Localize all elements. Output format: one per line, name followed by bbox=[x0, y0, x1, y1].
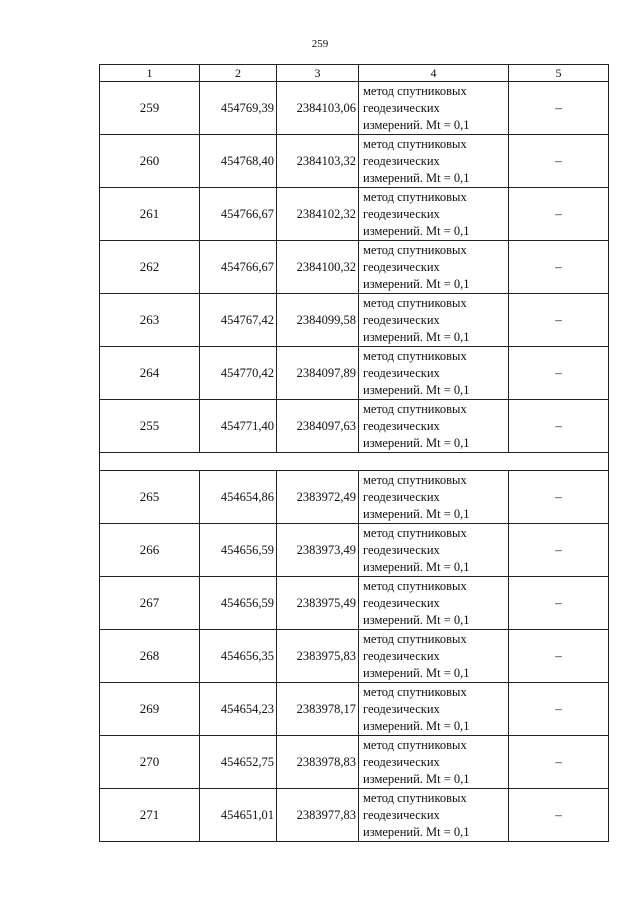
method-text-line: геодезических bbox=[363, 489, 440, 504]
method-text-line: геодезических bbox=[363, 754, 440, 769]
note-cell: – bbox=[509, 400, 609, 453]
method-text-line: измерений. Mt = 0,1 bbox=[363, 665, 470, 680]
method-text-line: геодезических bbox=[363, 259, 440, 274]
method-text-line: измерений. Mt = 0,1 bbox=[363, 170, 470, 185]
note-cell: – bbox=[509, 347, 609, 400]
x-coordinate-cell: 454766,67 bbox=[200, 188, 277, 241]
separator-cell bbox=[100, 453, 609, 471]
point-number-cell: 261 bbox=[100, 188, 200, 241]
method-text-line: геодезических bbox=[363, 595, 440, 610]
method-text-line: геодезических bbox=[363, 807, 440, 822]
note-cell: – bbox=[509, 577, 609, 630]
x-coordinate-cell: 454771,40 bbox=[200, 400, 277, 453]
y-coordinate-cell: 2383972,49 bbox=[277, 471, 359, 524]
point-number-cell: 268 bbox=[100, 630, 200, 683]
note-cell: – bbox=[509, 471, 609, 524]
method-cell bbox=[359, 241, 509, 294]
y-coordinate-cell: 2384100,32 bbox=[277, 241, 359, 294]
method-text-line: измерений. Mt = 0,1 bbox=[363, 771, 470, 786]
x-coordinate-cell: 454766,67 bbox=[200, 241, 277, 294]
x-coordinate-cell: 454768,40 bbox=[200, 135, 277, 188]
method-text-line: измерений. Mt = 0,1 bbox=[363, 559, 470, 574]
method-cell bbox=[359, 188, 509, 241]
x-coordinate-cell: 454652,75 bbox=[200, 736, 277, 789]
header-col-3: 3 bbox=[277, 65, 359, 82]
table-row bbox=[100, 135, 609, 188]
table-row bbox=[100, 683, 609, 736]
y-coordinate-cell: 2383973,49 bbox=[277, 524, 359, 577]
table-row bbox=[100, 630, 609, 683]
method-cell bbox=[359, 789, 509, 842]
table-row bbox=[100, 241, 609, 294]
method-cell bbox=[359, 400, 509, 453]
note-cell: – bbox=[509, 135, 609, 188]
method-text-line: метод спутниковых bbox=[363, 189, 467, 204]
x-coordinate-cell: 454767,42 bbox=[200, 294, 277, 347]
x-coordinate-cell: 454656,35 bbox=[200, 630, 277, 683]
table-row bbox=[100, 294, 609, 347]
table-row bbox=[100, 188, 609, 241]
table-body bbox=[100, 82, 609, 842]
method-text-line: измерений. Mt = 0,1 bbox=[363, 329, 470, 344]
method-text-line: метод спутниковых bbox=[363, 472, 467, 487]
x-coordinate-cell: 454654,23 bbox=[200, 683, 277, 736]
x-coordinate-cell: 454651,01 bbox=[200, 789, 277, 842]
point-number-cell: 259 bbox=[100, 82, 200, 135]
table-row bbox=[100, 577, 609, 630]
y-coordinate-cell: 2383977,83 bbox=[277, 789, 359, 842]
method-text-line: геодезических bbox=[363, 418, 440, 433]
method-text-line: геодезических bbox=[363, 648, 440, 663]
method-text-line: геодезических bbox=[363, 365, 440, 380]
method-text-line: метод спутниковых bbox=[363, 136, 467, 151]
method-cell bbox=[359, 683, 509, 736]
y-coordinate-cell: 2384102,32 bbox=[277, 188, 359, 241]
coordinates-table bbox=[99, 64, 609, 842]
x-coordinate-cell: 454770,42 bbox=[200, 347, 277, 400]
method-text-line: измерений. Mt = 0,1 bbox=[363, 276, 470, 291]
point-number-cell: 255 bbox=[100, 400, 200, 453]
y-coordinate-cell: 2384097,63 bbox=[277, 400, 359, 453]
method-text-line: измерений. Mt = 0,1 bbox=[363, 117, 470, 132]
note-cell: – bbox=[509, 683, 609, 736]
method-text-line: геодезических bbox=[363, 542, 440, 557]
point-number-cell: 265 bbox=[100, 471, 200, 524]
method-cell bbox=[359, 736, 509, 789]
method-text-line: измерений. Mt = 0,1 bbox=[363, 506, 470, 521]
coordinates-table-container bbox=[99, 64, 608, 842]
method-text-line: метод спутниковых bbox=[363, 684, 467, 699]
y-coordinate-cell: 2384097,89 bbox=[277, 347, 359, 400]
y-coordinate-cell: 2384099,58 bbox=[277, 294, 359, 347]
method-cell bbox=[359, 82, 509, 135]
method-cell bbox=[359, 471, 509, 524]
point-number-cell: 264 bbox=[100, 347, 200, 400]
point-number-cell: 267 bbox=[100, 577, 200, 630]
method-cell bbox=[359, 347, 509, 400]
header-col-2: 2 bbox=[200, 65, 277, 82]
header-col-4: 4 bbox=[359, 65, 509, 82]
method-text-line: геодезических bbox=[363, 312, 440, 327]
point-number-cell: 271 bbox=[100, 789, 200, 842]
method-text-line: измерений. Mt = 0,1 bbox=[363, 824, 470, 839]
point-number-cell: 266 bbox=[100, 524, 200, 577]
x-coordinate-cell: 454654,86 bbox=[200, 471, 277, 524]
method-cell bbox=[359, 135, 509, 188]
method-text-line: измерений. Mt = 0,1 bbox=[363, 223, 470, 238]
note-cell: – bbox=[509, 82, 609, 135]
table-row bbox=[100, 471, 609, 524]
point-number-cell: 260 bbox=[100, 135, 200, 188]
header-col-5: 5 bbox=[509, 65, 609, 82]
point-number-cell: 263 bbox=[100, 294, 200, 347]
note-cell: – bbox=[509, 630, 609, 683]
method-text-line: геодезических bbox=[363, 701, 440, 716]
note-cell: – bbox=[509, 188, 609, 241]
method-text-line: метод спутниковых bbox=[363, 525, 467, 540]
method-text-line: измерений. Mt = 0,1 bbox=[363, 718, 470, 733]
method-cell bbox=[359, 577, 509, 630]
note-cell: – bbox=[509, 789, 609, 842]
y-coordinate-cell: 2384103,32 bbox=[277, 135, 359, 188]
method-cell bbox=[359, 524, 509, 577]
note-cell: – bbox=[509, 736, 609, 789]
table-row bbox=[100, 736, 609, 789]
method-text-line: метод спутниковых bbox=[363, 348, 467, 363]
table-row bbox=[100, 400, 609, 453]
note-cell: – bbox=[509, 241, 609, 294]
method-text-line: измерений. Mt = 0,1 bbox=[363, 382, 470, 397]
method-cell bbox=[359, 630, 509, 683]
method-cell bbox=[359, 294, 509, 347]
section-separator-row bbox=[100, 453, 609, 471]
x-coordinate-cell: 454656,59 bbox=[200, 524, 277, 577]
header-col-1: 1 bbox=[100, 65, 200, 82]
method-text-line: метод спутниковых bbox=[363, 83, 467, 98]
method-text-line: геодезических bbox=[363, 206, 440, 221]
point-number-cell: 262 bbox=[100, 241, 200, 294]
table-row bbox=[100, 347, 609, 400]
table-row bbox=[100, 82, 609, 135]
method-text-line: метод спутниковых bbox=[363, 578, 467, 593]
y-coordinate-cell: 2383975,83 bbox=[277, 630, 359, 683]
table-row bbox=[100, 789, 609, 842]
header-row bbox=[100, 65, 609, 82]
y-coordinate-cell: 2383978,17 bbox=[277, 683, 359, 736]
method-text-line: метод спутниковых bbox=[363, 790, 467, 805]
method-text-line: измерений. Mt = 0,1 bbox=[363, 435, 470, 450]
x-coordinate-cell: 454656,59 bbox=[200, 577, 277, 630]
x-coordinate-cell: 454769,39 bbox=[200, 82, 277, 135]
point-number-cell: 269 bbox=[100, 683, 200, 736]
method-text-line: измерений. Mt = 0,1 bbox=[363, 612, 470, 627]
table-row bbox=[100, 524, 609, 577]
method-text-line: метод спутниковых bbox=[363, 631, 467, 646]
method-text-line: геодезических bbox=[363, 100, 440, 115]
note-cell: – bbox=[509, 524, 609, 577]
method-text-line: метод спутниковых bbox=[363, 401, 467, 416]
y-coordinate-cell: 2383978,83 bbox=[277, 736, 359, 789]
method-text-line: метод спутниковых bbox=[363, 242, 467, 257]
y-coordinate-cell: 2383975,49 bbox=[277, 577, 359, 630]
method-text-line: геодезических bbox=[363, 153, 440, 168]
method-text-line: метод спутниковых bbox=[363, 295, 467, 310]
note-cell: – bbox=[509, 294, 609, 347]
method-text-line: метод спутниковых bbox=[363, 737, 467, 752]
point-number-cell: 270 bbox=[100, 736, 200, 789]
page-number: 259 bbox=[311, 38, 329, 50]
y-coordinate-cell: 2384103,06 bbox=[277, 82, 359, 135]
